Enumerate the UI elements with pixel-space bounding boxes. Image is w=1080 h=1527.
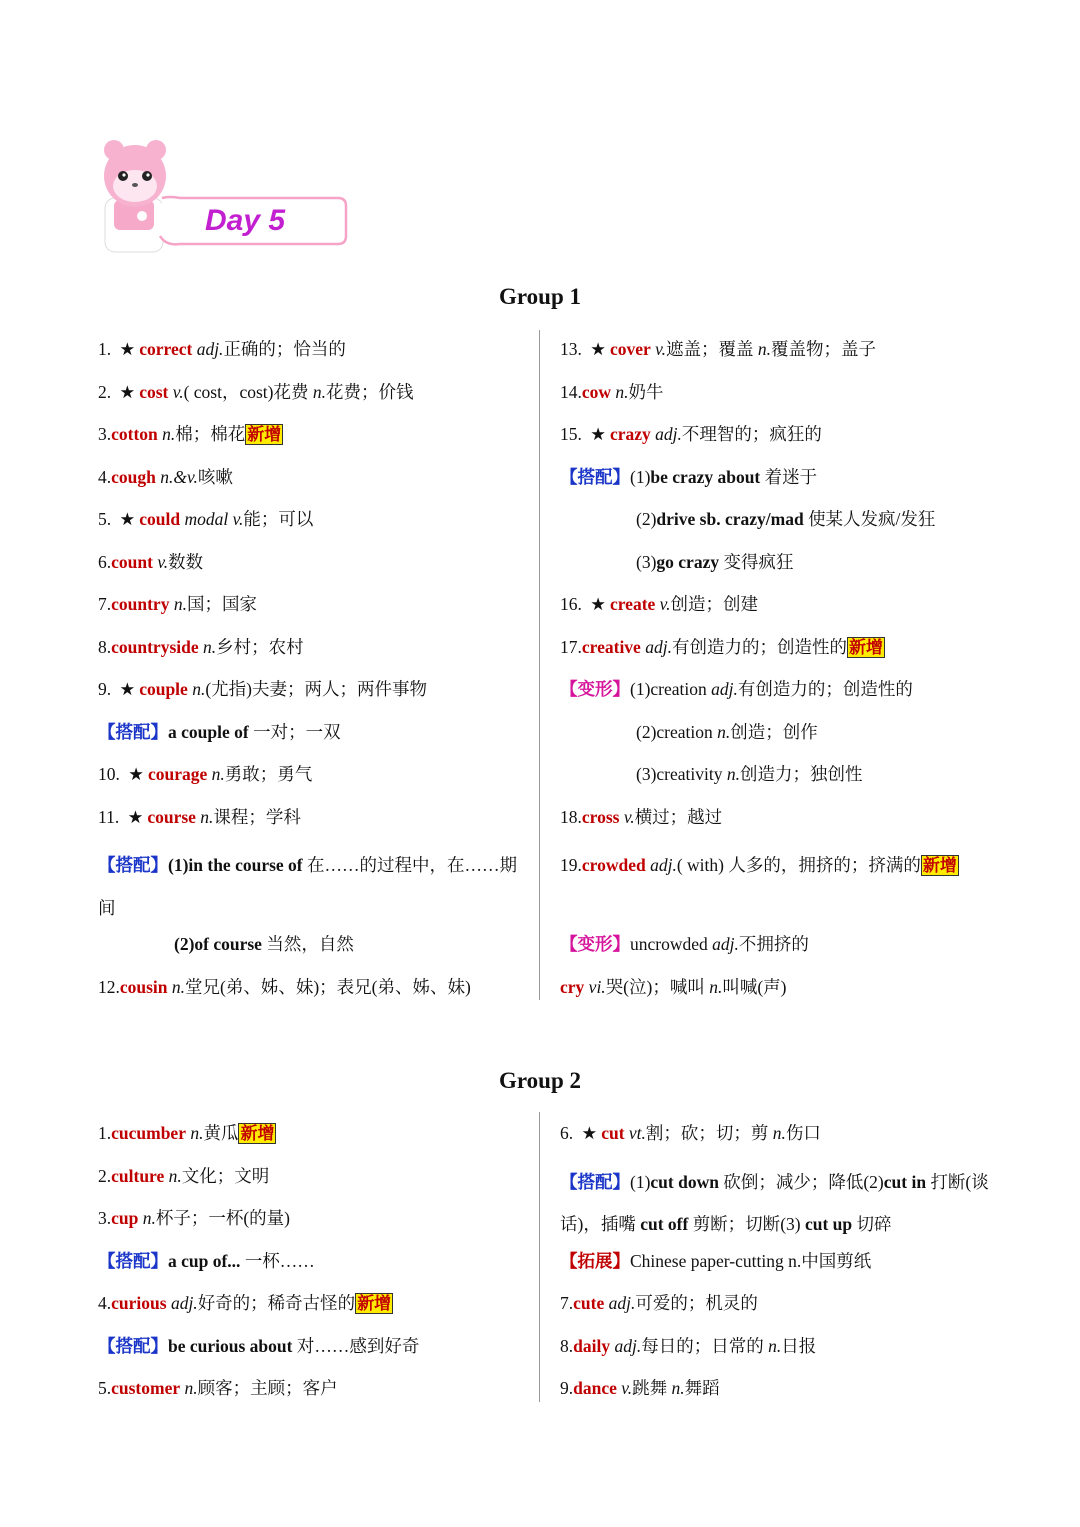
- list-item: 1.cucumber n.黄瓜 新增: [98, 1123, 275, 1143]
- list-item: 4.curious adj.好奇的；稀奇古怪的 新增: [98, 1293, 392, 1313]
- list-item: 2. ★ cost v.( cost，cost)花费 n.花费；价钱: [98, 381, 414, 402]
- list-item: 【变形】(1)creation adj.有创造力的；创造性的: [560, 679, 913, 699]
- list-item: 12.cousin n.堂兄(弟、姊、妹)；表兄(弟、姊、妹): [98, 976, 471, 997]
- new-badge: 新增: [357, 1294, 392, 1313]
- list-item: 4.cough n.&v.咳嗽: [98, 466, 233, 487]
- list-item: 【搭配】(1)be crazy about 着迷于: [560, 466, 818, 487]
- list-item: 13. ★ cover v.遮盖；覆盖 n.覆盖物；盖子: [560, 339, 876, 359]
- list-item: 1. ★ correct adj.正确的；恰当的: [98, 339, 346, 359]
- list-item: 10. ★ courage n.勇敢；勇气: [98, 764, 313, 784]
- list-item: 【搭配】a couple of 一对；一双: [98, 721, 341, 742]
- list-item: (2)of course 当然，自然: [174, 934, 354, 954]
- list-item: 7.country n.国；国家: [98, 594, 257, 614]
- list-item: 7.cute adj.可爱的；机灵的: [560, 1293, 758, 1313]
- list-item: 18.cross v.横过；越过: [560, 806, 723, 827]
- list-item: 【变形】uncrowded adj.不拥挤的: [560, 934, 809, 954]
- group-2-title: Group 2: [498, 1068, 582, 1093]
- list-item: cry vi.哭(泣)；喊叫 n.叫喊(声): [560, 976, 787, 997]
- column-divider: [539, 1112, 540, 1402]
- list-item: 5. ★ could modal v.能；可以: [98, 509, 314, 529]
- list-item: 【搭配】a cup of... 一杯……: [98, 1250, 315, 1271]
- list-item: 11. ★ course n.课程；学科: [98, 806, 301, 827]
- day-banner: [100, 138, 350, 253]
- new-badge: 新增: [240, 1124, 275, 1143]
- list-item: 15. ★ crazy adj.不理智的；疯狂的: [560, 424, 822, 444]
- list-item: (3)go crazy 变得疯狂: [636, 551, 794, 572]
- list-item: 17.creative adj.有创造力的；创造性的 新增: [560, 636, 883, 657]
- new-badge: 新增: [922, 856, 957, 875]
- list-item: 【拓展】Chinese paper-cutting n.中国剪纸: [560, 1250, 872, 1271]
- group-1-right-column: [560, 334, 990, 1014]
- list-item: 2.culture n.文化；文明: [98, 1165, 270, 1186]
- group-1-left-column: [98, 334, 528, 1014]
- group-2-left-column: [98, 1118, 528, 1416]
- list-item: 【搭配】(1)cut down 砍倒；减少；降低(2)cut in 打断(谈话)，插嘴 cut off 剪断；切断(3) cut up 切碎: [560, 1171, 989, 1234]
- list-item: 9.dance v.跳舞 n.舞蹈: [560, 1378, 720, 1398]
- list-item: 8.countryside n.乡村；农村: [98, 636, 304, 657]
- list-item: 9. ★ couple n.(尤指)夫妻；两人；两件事物: [98, 679, 427, 699]
- list-item: 3.cup n.杯子；一杯(的量): [98, 1208, 291, 1228]
- list-item: 5.customer n.顾客；主顾；客户: [98, 1378, 338, 1398]
- new-badge: 新增: [848, 637, 883, 657]
- list-item: 14.cow n.奶牛: [560, 381, 664, 402]
- list-item: 3.cotton n.棉；棉花 新增: [98, 424, 282, 444]
- list-item: 【搭配】be curious about 对……感到好奇: [98, 1335, 420, 1356]
- bear-mascot-icon: [104, 140, 166, 252]
- list-item: (3)creativity n.创造力；独创性: [636, 764, 863, 784]
- day-label: Day 5: [205, 204, 286, 237]
- list-item: (2)drive sb. crazy/mad 使某人发疯/发狂: [636, 509, 936, 529]
- list-item: 19.crowded adj.( with) 人多的，拥挤的；挤满的 新增: [560, 855, 957, 875]
- group-2-right-column: [560, 1118, 990, 1416]
- column-divider: [539, 330, 540, 1000]
- list-item: 16. ★ create v.创造；创建: [560, 594, 759, 614]
- list-item: 6.count v.数数: [98, 551, 204, 572]
- list-item: (2)creation n.创造；创作: [636, 721, 818, 742]
- list-item: 6. ★ cut vt.割；砍；切；剪 n.伤口: [560, 1123, 821, 1143]
- new-badge: 新增: [247, 425, 282, 444]
- group-1-title: Group 1: [498, 284, 582, 309]
- list-item: 8.daily adj.每日的；日常的 n.日报: [560, 1335, 817, 1356]
- list-item: 【搭配】(1)in the course of 在……的过程中，在……期间: [98, 855, 518, 918]
